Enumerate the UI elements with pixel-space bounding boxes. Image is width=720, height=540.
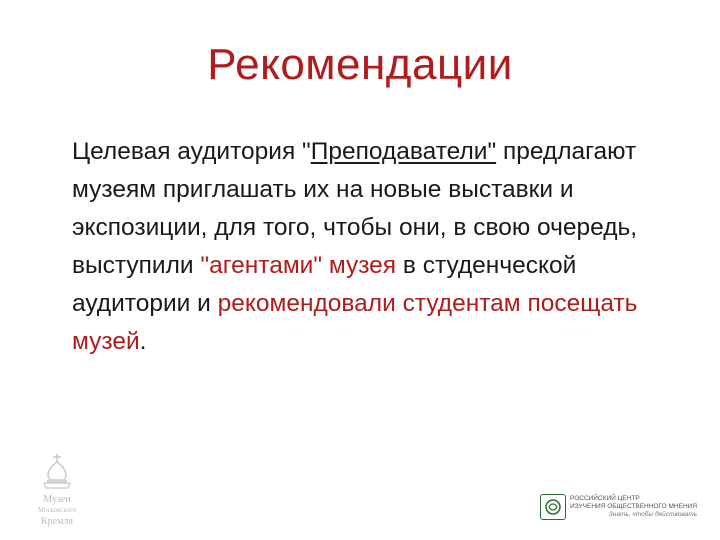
para-text-3: в студенческой аудитории и [72, 252, 577, 317]
vciom-slogan: Знать, чтобы действовать [608, 511, 698, 518]
para-recommend-highlight: рекомендовали студентам посещать музей [72, 290, 638, 355]
kremlin-dome-icon [26, 452, 88, 530]
vciom-logo [540, 492, 712, 522]
slide-title: Рекомендации [207, 40, 513, 89]
para-period: . [139, 328, 147, 355]
museum-logo-line3: Кремля [40, 516, 74, 527]
para-audience-underlined: Преподаватели" [310, 138, 497, 165]
vciom-line1: РОССИЙСКИЙ ЦЕНТР [570, 495, 640, 502]
para-text-2: предлагают музеям приглашать их на новые выставки и экспозиции, для того, чтобы они, в свою очередь, выступили [72, 138, 638, 279]
para-text-1: Целевая аудитория " [72, 138, 311, 165]
para-agents-highlight: "агентами" музея [200, 252, 397, 279]
vciom-line2: ИЗУЧЕНИЯ ОБЩЕСТВЕННОГО МНЕНИЯ [570, 503, 698, 510]
vciom-emblem-icon [540, 494, 566, 520]
kremlin-museums-logo [26, 452, 88, 530]
recommendation-paragraph [72, 133, 672, 361]
museum-logo-line1: Музеи [43, 494, 71, 505]
museum-logo-line2: Московского [37, 506, 77, 514]
